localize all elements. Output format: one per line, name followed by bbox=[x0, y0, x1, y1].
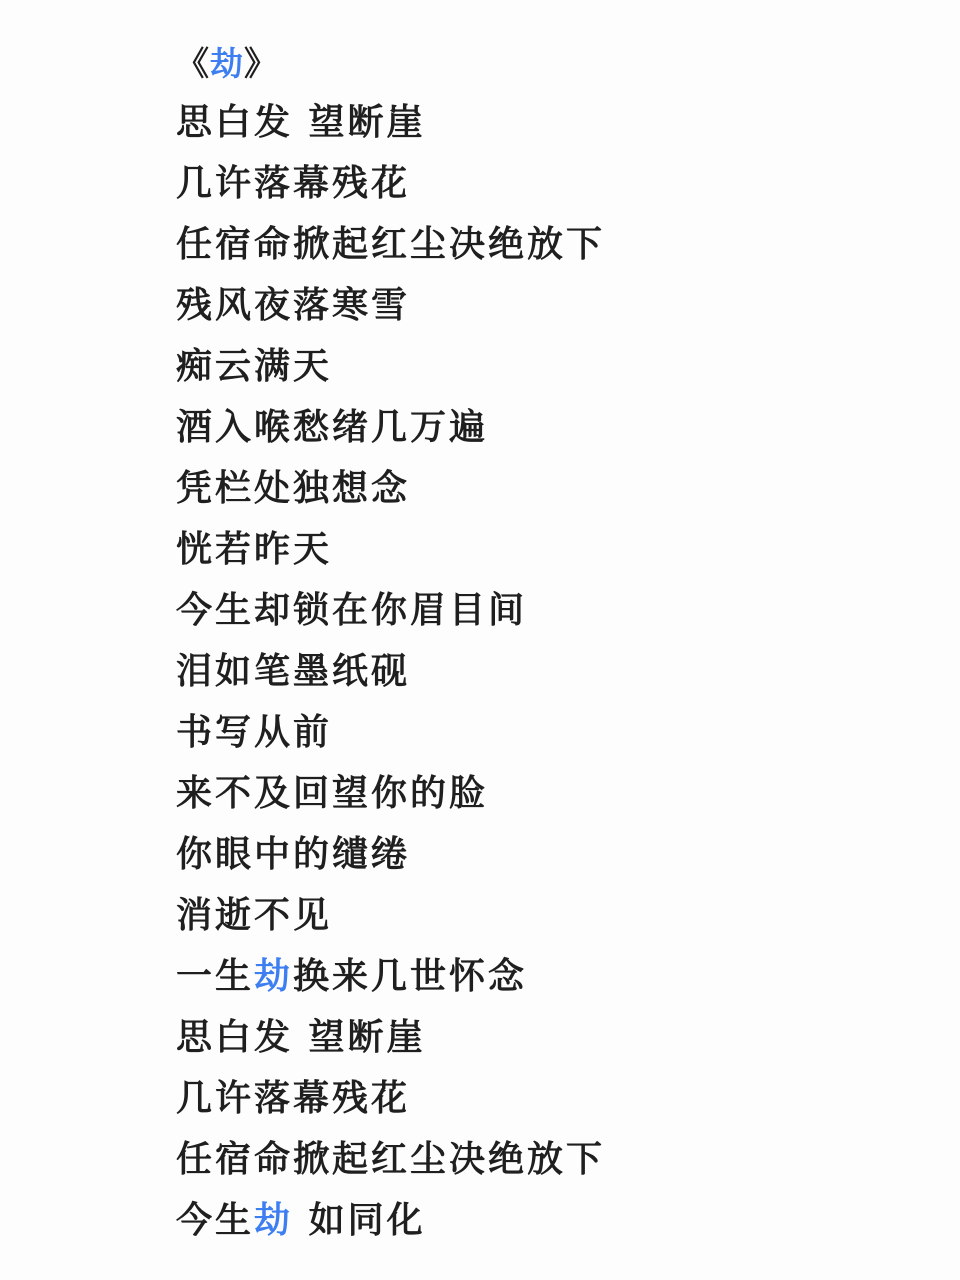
lyric-line bbox=[176, 224, 920, 265]
lyric-line bbox=[176, 529, 920, 570]
lyric-text: 凭栏处独想念 bbox=[176, 468, 411, 509]
lyric-line bbox=[176, 1200, 920, 1241]
lyric-line bbox=[176, 895, 920, 936]
lyric-line bbox=[176, 834, 920, 875]
highlighted-word: 劫 bbox=[210, 44, 244, 83]
lyric-text: 残风夜落寒雪 bbox=[176, 285, 411, 326]
lyric-text: 》 bbox=[244, 44, 278, 83]
lyric-line bbox=[176, 651, 920, 692]
lyric-text: 书写从前 bbox=[176, 712, 333, 753]
lyric-text: 思白发 望断崖 bbox=[176, 1017, 426, 1058]
lyric-text: 几许落幕残花 bbox=[176, 1078, 411, 1119]
lyric-text: 任宿命掀起红尘决绝放下 bbox=[176, 224, 606, 265]
lyric-line bbox=[176, 1139, 920, 1180]
lyric-line bbox=[176, 163, 920, 204]
lyric-line bbox=[176, 773, 920, 814]
lyric-text: 消逝不见 bbox=[176, 895, 333, 936]
lyric-text: 恍若昨天 bbox=[176, 529, 333, 570]
lyric-text: 如同化 bbox=[293, 1200, 426, 1241]
lyric-text: 来不及回望你的脸 bbox=[176, 773, 489, 814]
lyric-line bbox=[176, 1017, 920, 1058]
lyric-line bbox=[176, 285, 920, 326]
lyric-text: 痴云满天 bbox=[176, 346, 333, 387]
lyric-line bbox=[176, 590, 920, 631]
lyric-text: 今生 bbox=[176, 1200, 255, 1241]
lyric-text: 泪如笔墨纸砚 bbox=[176, 651, 411, 692]
lyric-line bbox=[176, 346, 920, 387]
highlighted-word: 劫 bbox=[254, 1200, 294, 1241]
lyric-line bbox=[176, 1078, 920, 1119]
lyric-text: 几许落幕残花 bbox=[176, 163, 411, 204]
lyric-text: 你眼中的缱绻 bbox=[176, 834, 411, 875]
lyric-text: 一生 bbox=[176, 956, 255, 997]
lyric-text: 《 bbox=[176, 44, 210, 83]
highlighted-word: 劫 bbox=[254, 956, 294, 997]
lyric-text: 思白发 望断崖 bbox=[176, 102, 426, 143]
lyric-text: 今生却锁在你眉目间 bbox=[176, 590, 528, 631]
lyric-line bbox=[176, 407, 920, 448]
lyric-text: 任宿命掀起红尘决绝放下 bbox=[176, 1139, 606, 1180]
lyric-text: 换来几世怀念 bbox=[293, 956, 528, 997]
lyric-line bbox=[176, 102, 920, 143]
lyrics-body bbox=[176, 44, 920, 1239]
lyric-line bbox=[176, 468, 920, 509]
song-title-line bbox=[176, 44, 920, 83]
lyric-line bbox=[176, 712, 920, 753]
lyric-line bbox=[176, 956, 920, 997]
lyric-text: 酒入喉愁绪几万遍 bbox=[176, 407, 489, 448]
